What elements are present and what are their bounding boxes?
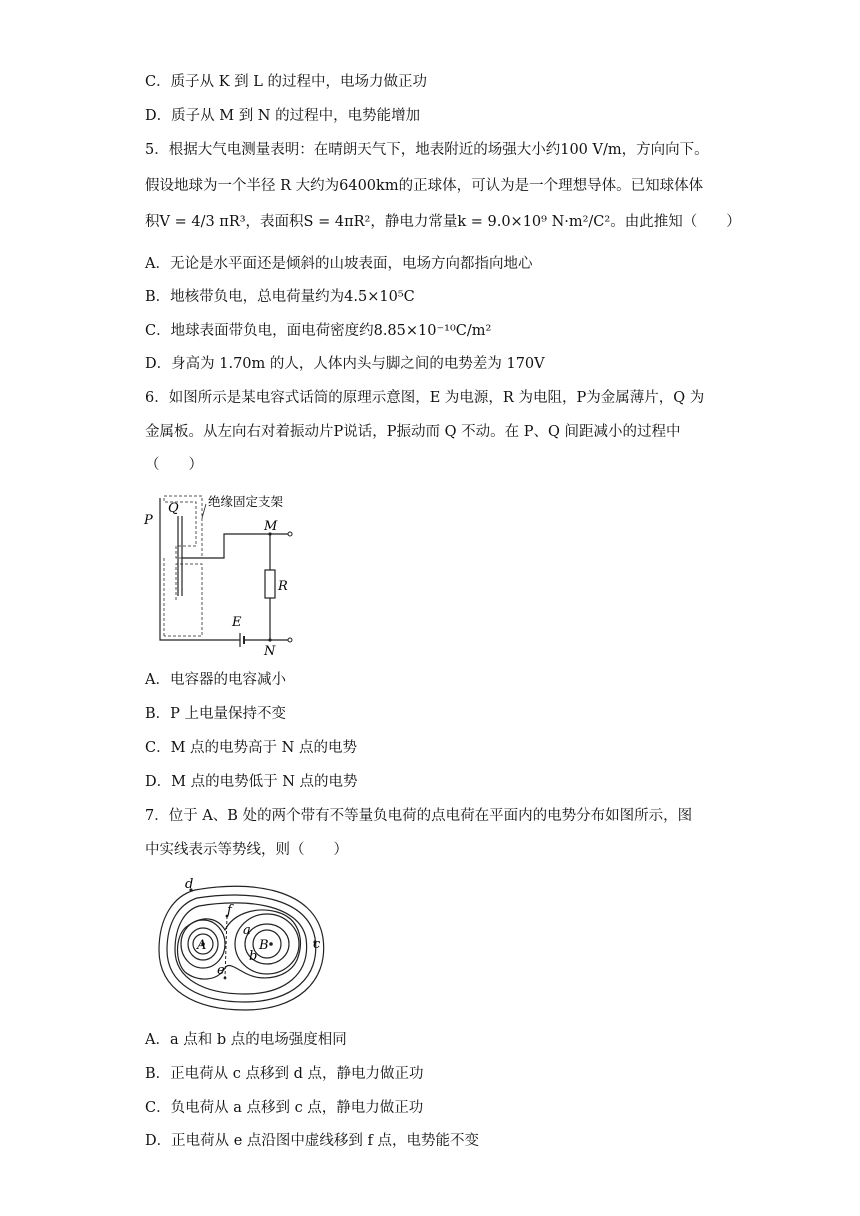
label-point-d: d [185, 878, 194, 892]
q7-option-c: C．负电荷从 a 点移到 c 点，静电力做正功 [145, 1100, 424, 1116]
label-point-e: e [217, 963, 225, 978]
q6-stem-line3: （ ） [145, 457, 203, 473]
q7-option-d: D．正电荷从 e 点沿图中虚线移到 f 点，电势能不变 [145, 1133, 480, 1149]
label-m: M [264, 519, 278, 534]
q6-stem-line2: 金属板。从左向右对着振动片P说话，P振动而 Q 不动。在 P、Q 间距减小的过程中 [145, 424, 681, 440]
q6-option-a: A．电容器的电容减小 [145, 672, 286, 688]
q4-option-c: C．质子从 K 到 L 的过程中，电场力做正功 [145, 74, 427, 90]
q6-option-b: B．P 上电量保持不变 [145, 706, 287, 722]
q7-stem-line2: 中实线表示等势线，则（ ） [145, 842, 348, 858]
q5-option-a: A．无论是水平面还是倾斜的山坡表面，电场方向都指向地心 [145, 256, 533, 272]
q6-option-d: D．M 点的电势低于 N 点的电势 [145, 774, 358, 790]
label-point-b: b [249, 949, 258, 964]
label-p: P [144, 513, 153, 528]
label-point-c: c [313, 937, 321, 952]
q5-option-d: D．身高为 1.70m 的人，人体内头与脚之间的电势差为 170V [145, 356, 545, 372]
label-insulating-bracket: 绝缘固定支架 [208, 494, 284, 509]
equipotential-lines-diagram [155, 878, 335, 1020]
q7-option-b: B．正电荷从 c 点移到 d 点，静电力做正功 [145, 1066, 424, 1082]
q5-option-c: C．地球表面带负电，面电荷密度约8.85×10⁻¹⁰C/m² [145, 323, 492, 339]
label-charge-a: A [197, 938, 207, 953]
q7-stem-line1: 7．位于 A、B 处的两个带有不等量负电荷的点电荷在平面内的电势分布如图所示，图 [145, 808, 693, 824]
label-e: E [232, 615, 242, 630]
q6-stem-line1: 6．如图所示是某电容式话筒的原理示意图，E 为电源，R 为电阻，P为金属薄片，Q 为 [145, 390, 705, 406]
q5-stem-line2: 假设地球为一个半径 R 大约为6400km的正球体，可认为是一个理想导体。已知球体体 [145, 178, 704, 194]
q5-stem-line3: 积V = 4/3 πR³，表面积S = 4πR²，静电力常量k = 9.0×10⁹ N·m²/C²。由此推知（ ） [145, 214, 741, 230]
label-point-a: a [243, 923, 251, 938]
label-point-f: f [227, 903, 232, 918]
q4-option-d: D．质子从 M 到 N 的过程中，电势能增加 [145, 108, 421, 124]
q5-stem-line1: 5．根据大气电测量表明：在晴朗天气下，地表附近的场强大小约100 V/m，方向向下。 [145, 142, 709, 158]
microphone-circuit-diagram [140, 488, 310, 660]
q6-option-c: C．M 点的电势高于 N 点的电势 [145, 740, 357, 756]
q5-option-b: B．地核带负电，总电荷量约为4.5×10⁵C [145, 289, 415, 305]
label-q: Q [168, 501, 179, 516]
label-n: N [264, 644, 276, 659]
q7-option-a: A．a 点和 b 点的电场强度相同 [145, 1032, 347, 1048]
label-charge-b: B [259, 938, 269, 953]
label-r: R [278, 579, 288, 594]
